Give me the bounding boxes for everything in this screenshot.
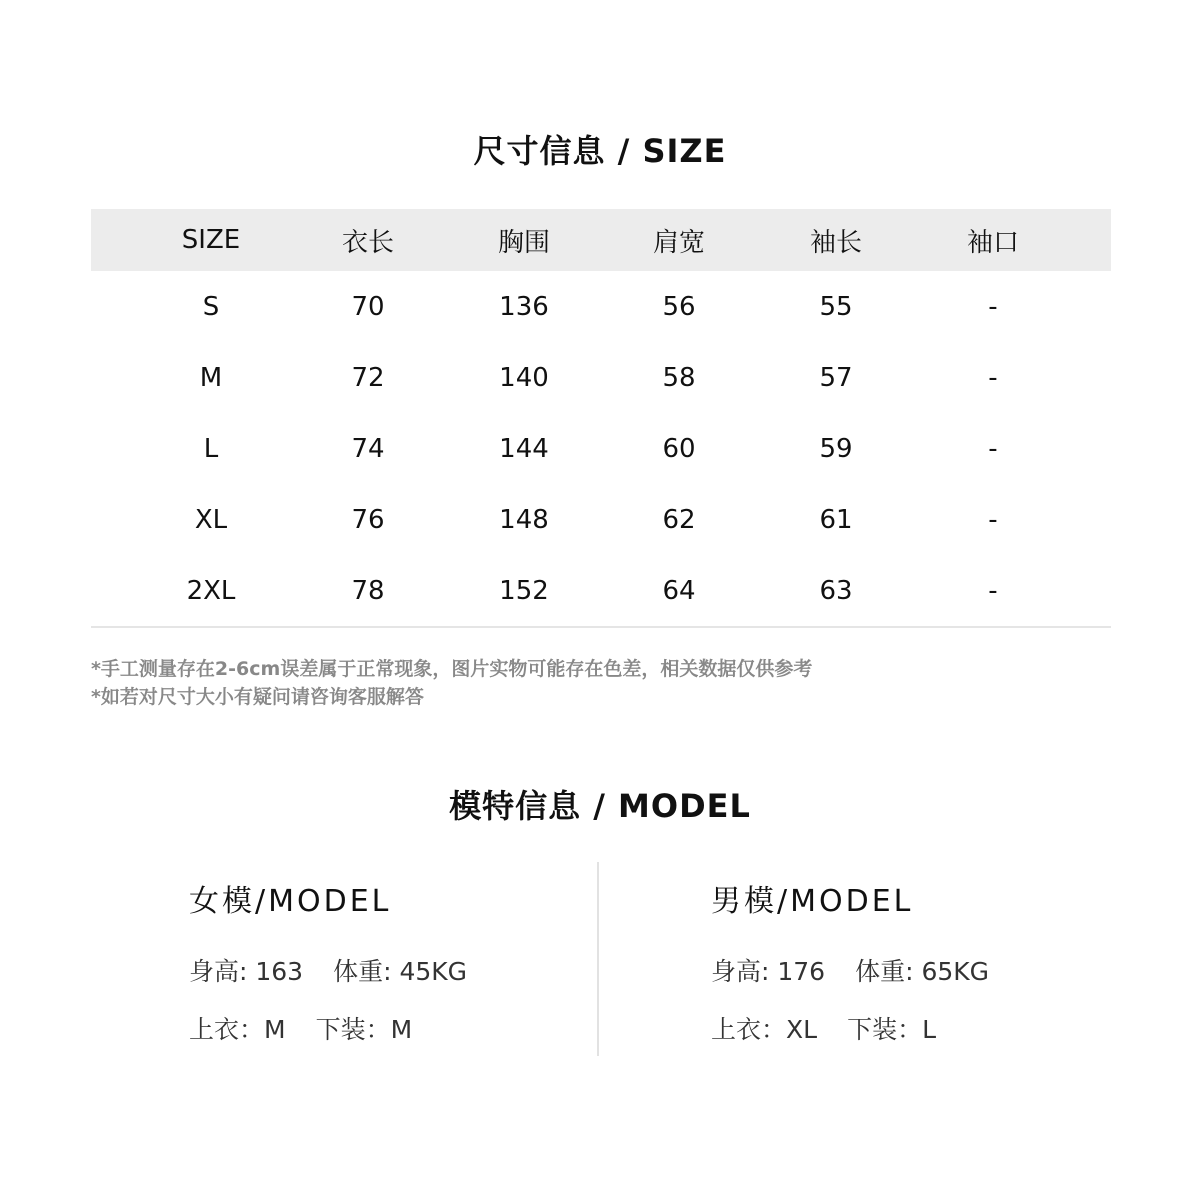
size-cell: L: [203, 433, 219, 464]
sleeve-length-cell: 57: [819, 362, 853, 393]
table-header-row: [91, 209, 1111, 271]
chest-cell: 152: [499, 575, 549, 606]
female-height: 身高: 163: [189, 957, 304, 986]
table-row: [91, 555, 1111, 626]
chest-cell: 148: [499, 504, 549, 535]
female-body-stats: [189, 952, 467, 988]
male-weight: 体重: 65KG: [855, 957, 990, 986]
sleeve-length-cell: 55: [819, 291, 853, 322]
size-cell: 2XL: [186, 575, 236, 606]
cuff-cell: -: [988, 433, 998, 464]
sleeve-length-cell: 61: [819, 504, 853, 535]
female-size-worn: [189, 1010, 467, 1046]
male-bottom-size: 下装：L: [847, 1015, 936, 1044]
size-cell: XL: [194, 504, 228, 535]
female-bottom-size: 下装：M: [315, 1015, 413, 1044]
sleeve-length-cell: 59: [819, 433, 853, 464]
cuff-cell: -: [988, 362, 998, 393]
shoulder-cell: 62: [662, 504, 696, 535]
size-cell: S: [202, 291, 220, 322]
note-line: *手工测量存在2-6cm误差属于正常现象，图片实物可能存在色差，相关数据仅供参考: [91, 658, 813, 680]
length-cell: 76: [351, 504, 385, 535]
sleeve-length-cell: 63: [819, 575, 853, 606]
table-row: [91, 413, 1111, 484]
cuff-cell: -: [988, 575, 998, 606]
chest-cell: 144: [499, 433, 549, 464]
shoulder-cell: 60: [662, 433, 696, 464]
table-row: [91, 271, 1111, 342]
male-model-heading: 男模/MODEL: [711, 884, 914, 919]
size-table: [91, 209, 1111, 628]
chest-cell: 136: [499, 291, 549, 322]
chest-cell: 140: [499, 362, 549, 393]
length-cell: 74: [351, 433, 385, 464]
size-cell: M: [199, 362, 223, 393]
header-chest: 胸围: [497, 227, 551, 258]
length-cell: 72: [351, 362, 385, 393]
female-top-size: 上衣：M: [189, 1015, 286, 1044]
size-section-title: 尺寸信息 / SIZE: [473, 132, 727, 170]
female-weight: 体重: 45KG: [333, 957, 468, 986]
table-row: [91, 484, 1111, 555]
cuff-cell: -: [988, 504, 998, 535]
header-length: 衣长: [341, 227, 395, 258]
male-size-worn: [711, 1010, 989, 1046]
male-top-size: 上衣：XL: [711, 1015, 818, 1044]
cuff-cell: -: [988, 291, 998, 322]
female-model-info: [189, 876, 467, 1046]
header-cuff: 袖口: [966, 227, 1020, 258]
header-shoulder: 肩宽: [652, 227, 706, 258]
shoulder-cell: 64: [662, 575, 696, 606]
model-divider: [597, 862, 599, 1056]
table-row: [91, 342, 1111, 413]
size-notes: [91, 655, 812, 711]
male-model-info: [711, 876, 989, 1046]
length-cell: 78: [351, 575, 385, 606]
female-model-heading: 女模/MODEL: [189, 884, 392, 919]
length-cell: 70: [351, 291, 385, 322]
header-size: SIZE: [181, 225, 241, 255]
male-body-stats: [711, 952, 989, 988]
table-bottom-rule: [91, 626, 1111, 628]
header-sleeve-length: 袖长: [809, 227, 863, 258]
shoulder-cell: 58: [662, 362, 696, 393]
shoulder-cell: 56: [662, 291, 696, 322]
male-height: 身高: 176: [711, 957, 826, 986]
note-line: *如若对尺寸大小有疑问请咨询客服解答: [91, 686, 424, 708]
model-section-title: 模特信息 / MODEL: [449, 787, 751, 825]
